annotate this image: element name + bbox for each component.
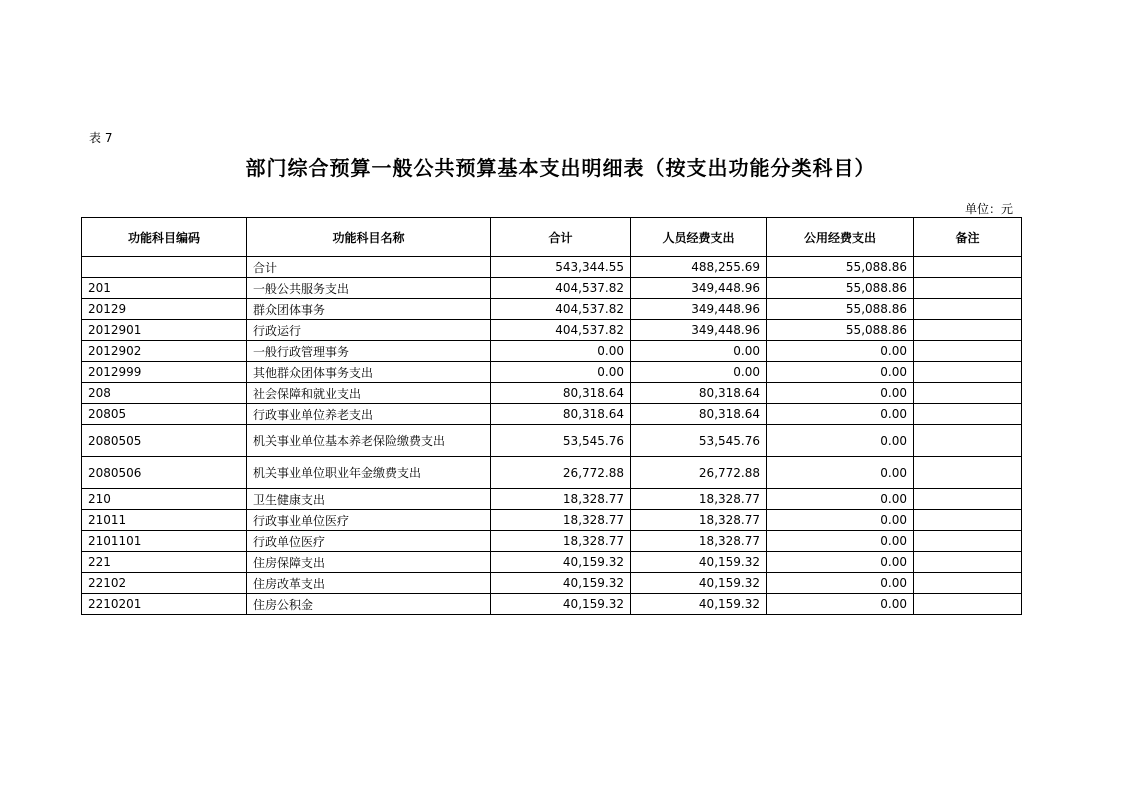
cell-total: 0.00	[491, 341, 631, 362]
cell-total: 40,159.32	[491, 552, 631, 573]
cell-code: 2012902	[82, 341, 247, 362]
cell-personnel: 26,772.88	[631, 457, 767, 489]
cell-name: 社会保障和就业支出	[247, 383, 491, 404]
cell-name: 行政事业单位医疗	[247, 510, 491, 531]
cell-total: 404,537.82	[491, 278, 631, 299]
cell-personnel: 349,448.96	[631, 278, 767, 299]
cell-public: 0.00	[767, 594, 914, 615]
cell-remark	[914, 552, 1022, 573]
cell-remark	[914, 341, 1022, 362]
cell-code: 208	[82, 383, 247, 404]
cell-public: 0.00	[767, 489, 914, 510]
table-row	[82, 457, 1022, 489]
header-remark: 备注	[914, 218, 1022, 257]
table-row	[82, 594, 1022, 615]
unit-label: 单位：元	[964, 202, 1013, 216]
cell-code: 221	[82, 552, 247, 573]
cell-personnel: 0.00	[631, 341, 767, 362]
cell-total: 18,328.77	[491, 531, 631, 552]
budget-table	[81, 217, 1022, 615]
cell-code: 201	[82, 278, 247, 299]
table-row	[82, 362, 1022, 383]
table-row	[82, 383, 1022, 404]
header-code: 功能科目编码	[82, 218, 247, 257]
table-row	[82, 425, 1022, 457]
cell-total: 404,537.82	[491, 299, 631, 320]
cell-code: 210	[82, 489, 247, 510]
cell-remark	[914, 383, 1022, 404]
cell-remark	[914, 594, 1022, 615]
cell-remark	[914, 362, 1022, 383]
cell-total: 40,159.32	[491, 573, 631, 594]
cell-public: 55,088.86	[767, 299, 914, 320]
cell-remark	[914, 257, 1022, 278]
cell-remark	[914, 278, 1022, 299]
cell-code: 2080506	[82, 457, 247, 489]
cell-name: 机关事业单位基本养老保险缴费支出	[247, 425, 491, 457]
cell-public: 0.00	[767, 531, 914, 552]
cell-public: 0.00	[767, 404, 914, 425]
cell-remark	[914, 320, 1022, 341]
table-header-row	[82, 218, 1022, 257]
cell-remark	[914, 510, 1022, 531]
cell-public: 55,088.86	[767, 278, 914, 299]
cell-code: 2012901	[82, 320, 247, 341]
table-row	[82, 510, 1022, 531]
cell-remark	[914, 531, 1022, 552]
header-name: 功能科目名称	[247, 218, 491, 257]
cell-total: 53,545.76	[491, 425, 631, 457]
cell-public: 0.00	[767, 362, 914, 383]
table-row	[82, 341, 1022, 362]
header-personnel: 人员经费支出	[631, 218, 767, 257]
cell-public: 0.00	[767, 510, 914, 531]
cell-remark	[914, 573, 1022, 594]
table-row	[82, 573, 1022, 594]
cell-public: 55,088.86	[767, 320, 914, 341]
cell-personnel: 80,318.64	[631, 404, 767, 425]
cell-public: 0.00	[767, 341, 914, 362]
cell-remark	[914, 425, 1022, 457]
cell-personnel: 80,318.64	[631, 383, 767, 404]
table-row	[82, 257, 1022, 278]
cell-public: 0.00	[767, 573, 914, 594]
page-title: 部门综合预算一般公共预算基本支出明细表（按支出功能分类科目）	[245, 156, 876, 180]
cell-code: 2210201	[82, 594, 247, 615]
cell-total: 543,344.55	[491, 257, 631, 278]
cell-total: 18,328.77	[491, 510, 631, 531]
cell-total: 18,328.77	[491, 489, 631, 510]
cell-name: 合计	[247, 257, 491, 278]
header-public: 公用经费支出	[767, 218, 914, 257]
cell-personnel: 40,159.32	[631, 573, 767, 594]
cell-personnel: 18,328.77	[631, 510, 767, 531]
table-row	[82, 320, 1022, 341]
cell-personnel: 0.00	[631, 362, 767, 383]
cell-code: 20805	[82, 404, 247, 425]
cell-personnel: 40,159.32	[631, 552, 767, 573]
cell-personnel: 349,448.96	[631, 320, 767, 341]
cell-public: 0.00	[767, 552, 914, 573]
cell-name: 住房公积金	[247, 594, 491, 615]
cell-name: 一般行政管理事务	[247, 341, 491, 362]
cell-code: 21011	[82, 510, 247, 531]
cell-public: 55,088.86	[767, 257, 914, 278]
table-row	[82, 404, 1022, 425]
table-row	[82, 552, 1022, 573]
cell-name: 一般公共服务支出	[247, 278, 491, 299]
cell-total: 40,159.32	[491, 594, 631, 615]
cell-name: 机关事业单位职业年金缴费支出	[247, 457, 491, 489]
cell-remark	[914, 404, 1022, 425]
cell-remark	[914, 299, 1022, 320]
cell-name: 住房改革支出	[247, 573, 491, 594]
cell-total: 26,772.88	[491, 457, 631, 489]
cell-code: 2101101	[82, 531, 247, 552]
cell-public: 0.00	[767, 457, 914, 489]
table-row	[82, 531, 1022, 552]
cell-total: 404,537.82	[491, 320, 631, 341]
cell-personnel: 18,328.77	[631, 489, 767, 510]
cell-name: 行政事业单位养老支出	[247, 404, 491, 425]
cell-total: 80,318.64	[491, 404, 631, 425]
cell-name: 卫生健康支出	[247, 489, 491, 510]
cell-personnel: 53,545.76	[631, 425, 767, 457]
table-row	[82, 299, 1022, 320]
cell-name: 住房保障支出	[247, 552, 491, 573]
cell-personnel: 18,328.77	[631, 531, 767, 552]
cell-total: 0.00	[491, 362, 631, 383]
cell-code: 22102	[82, 573, 247, 594]
cell-code: 2080505	[82, 425, 247, 457]
cell-personnel: 349,448.96	[631, 299, 767, 320]
cell-code: 20129	[82, 299, 247, 320]
cell-personnel: 40,159.32	[631, 594, 767, 615]
cell-total: 80,318.64	[491, 383, 631, 404]
cell-name: 行政运行	[247, 320, 491, 341]
table-number: 表 7	[89, 131, 113, 145]
cell-name: 其他群众团体事务支出	[247, 362, 491, 383]
header-total: 合计	[491, 218, 631, 257]
table-row	[82, 278, 1022, 299]
cell-name: 群众团体事务	[247, 299, 491, 320]
cell-remark	[914, 489, 1022, 510]
cell-personnel: 488,255.69	[631, 257, 767, 278]
cell-code	[82, 257, 247, 278]
cell-name: 行政单位医疗	[247, 531, 491, 552]
cell-public: 0.00	[767, 383, 914, 404]
cell-code: 2012999	[82, 362, 247, 383]
table-row	[82, 489, 1022, 510]
cell-remark	[914, 457, 1022, 489]
cell-public: 0.00	[767, 425, 914, 457]
